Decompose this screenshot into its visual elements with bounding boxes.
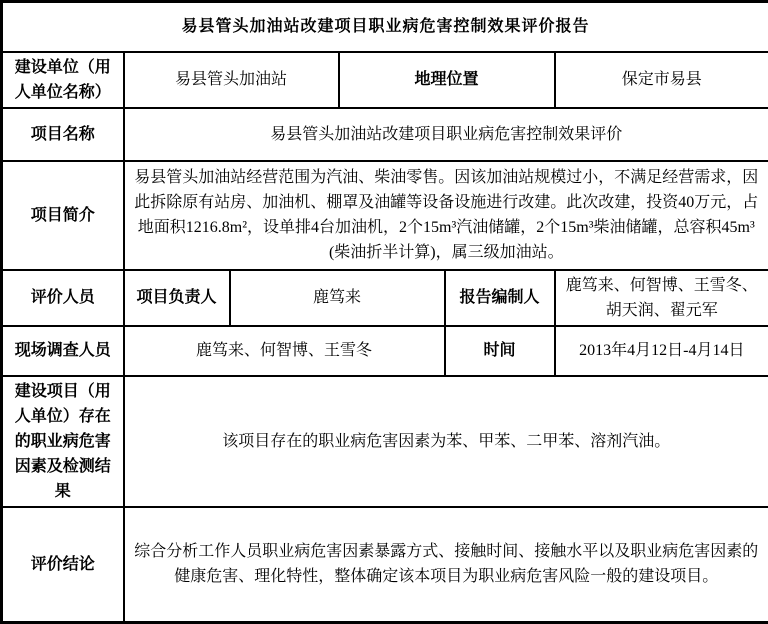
row-construction-unit bbox=[2, 52, 768, 108]
sublabel-time: 时间 bbox=[445, 326, 555, 376]
row-label-evaluation-conclusion: 评价结论 bbox=[2, 507, 124, 623]
project-leader-value: 鹿笃来 bbox=[230, 270, 445, 326]
sublabel-project-leader: 项目负责人 bbox=[124, 270, 230, 326]
row-evaluation-conclusion bbox=[2, 507, 768, 623]
row-evaluation-staff bbox=[2, 270, 768, 326]
row-hazard-factors bbox=[2, 376, 768, 507]
row-label-site-survey-staff: 现场调查人员 bbox=[2, 326, 124, 376]
hazard-factors-value: 该项目存在的职业病危害因素为苯、甲苯、二甲苯、溶剂汽油。 bbox=[124, 376, 768, 507]
geographic-location-value: 保定市易县 bbox=[555, 52, 768, 108]
survey-time-value: 2013年4月12日-4月14日 bbox=[555, 326, 768, 376]
project-name-value: 易县管头加油站改建项目职业病危害控制效果评价 bbox=[124, 108, 768, 161]
row-label-geographic-location: 地理位置 bbox=[339, 52, 555, 108]
report-compilers-value: 鹿笃来、何智博、王雪冬、胡天润、翟元军 bbox=[555, 270, 768, 326]
site-survey-staff-value: 鹿笃来、何智博、王雪冬 bbox=[124, 326, 445, 376]
report-title: 易县管头加油站改建项目职业病危害控制效果评价报告 bbox=[2, 2, 768, 52]
project-overview-value: 易县管头加油站经营范围为汽油、柴油零售。因该加油站规模过小，不满足经营需求，因此拆除原有站房、加油机、棚罩及油罐等设备设施进行改建。此次改建，投资40万元，占地面积1216.8m²，设单排4台加油机，2个15m³汽油储罐，2个15m³柴油储罐，总容积45m³(柴油折半计算)，属三级加油站。 bbox=[124, 161, 768, 270]
evaluation-conclusion-value: 综合分析工作人员职业病危害因素暴露方式、接触时间、接触水平以及职业病危害因素的健康危害、理化特性，整体确定该本项目为职业病危害风险一般的建设项目。 bbox=[124, 507, 768, 623]
title-row bbox=[2, 2, 768, 52]
row-site-survey-staff bbox=[2, 326, 768, 376]
row-label-evaluation-staff: 评价人员 bbox=[2, 270, 124, 326]
construction-unit-value: 易县管头加油站 bbox=[124, 52, 339, 108]
row-label-project-overview: 项目简介 bbox=[2, 161, 124, 270]
row-project-overview bbox=[2, 161, 768, 270]
row-label-project-name: 项目名称 bbox=[2, 108, 124, 161]
row-label-construction-unit: 建设单位（用人单位名称） bbox=[2, 52, 124, 108]
sublabel-report-compilers: 报告编制人 bbox=[445, 270, 555, 326]
row-project-name bbox=[2, 108, 768, 161]
row-label-hazard-factors: 建设项目（用人单位）存在的职业病危害因素及检测结果 bbox=[2, 376, 124, 507]
